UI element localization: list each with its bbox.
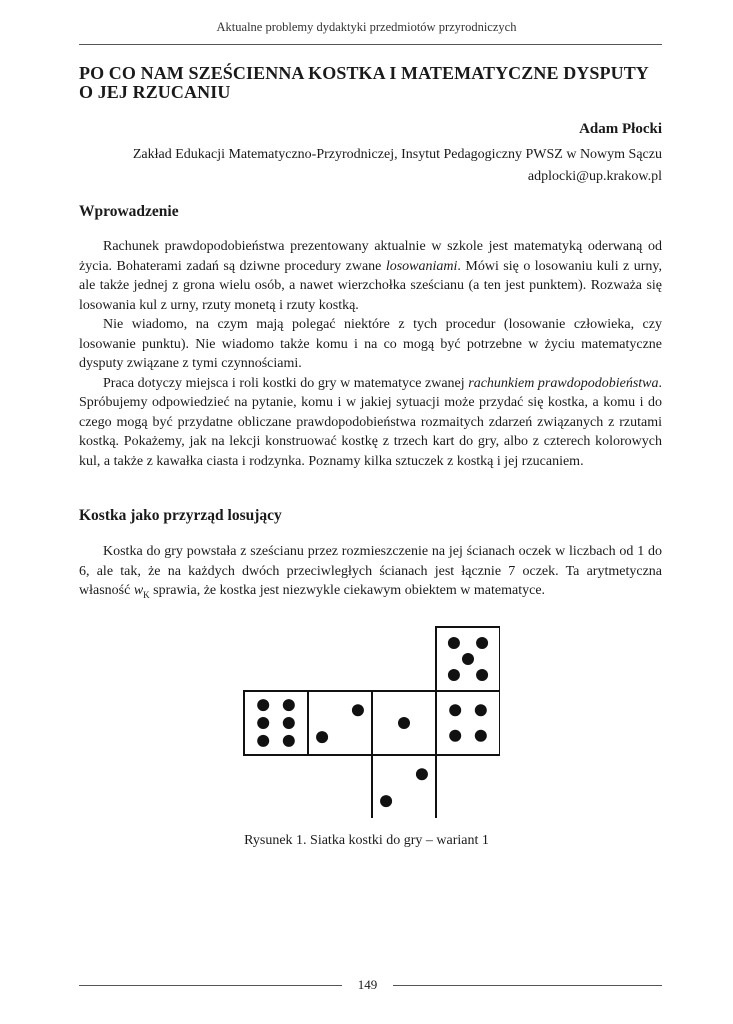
math-subscript: K (143, 589, 150, 600)
paragraph (79, 542, 662, 605)
dice-net (240, 625, 500, 818)
die-pip (475, 704, 487, 716)
section-heading-dice: Kostka jako przyrząd losujący (79, 507, 282, 524)
text-run: sprawia, że kostka jest niezwykle ciekawym obiektem w matematyce. (149, 583, 546, 598)
page-number: 149 (357, 977, 378, 992)
text-run: Kostka do gry powstała z sześcianu przez rozmieszczenie na jej ścianach oczek w liczbach od 1 do 6, ale tak, że na każdych dwóch przeciwległych ścianach jest łącznie 7 oczek. Ta arytmetyczna własność (79, 544, 662, 598)
emphasis: losowaniami (385, 258, 458, 274)
die-pip (283, 735, 295, 747)
dice-net-figure (240, 625, 500, 818)
article-title: PO CO NAM SZEŚCIENNA KOSTKA I MATEMATYCZNE DYSPUTY O JEJ RZUCANIU (79, 63, 649, 102)
die-pip (448, 669, 460, 681)
die-pip (416, 768, 428, 780)
die-face (372, 755, 436, 818)
die-pip (398, 717, 410, 729)
figure-caption: Rysunek 1. Siatka kostki do gry – wariant 1 (244, 833, 489, 848)
die-face (308, 691, 372, 755)
die-pip (257, 735, 269, 747)
die-face (244, 691, 308, 755)
die-pip (257, 699, 269, 711)
die-pip (380, 795, 392, 807)
die-pip (475, 730, 487, 742)
paragraph: Nie wiadomo, na czym mają polegać niektóre z tych procedur (losowanie człowieka, czy losowanie punktu). Nie wiadomo także komu i na co mogą być potrzebne w życiu matematyczne dysputy związane z tymi czynnościami. (79, 317, 662, 371)
footer-rule-left (79, 985, 342, 986)
die-pip (462, 653, 474, 665)
footer-rule-right (393, 985, 662, 986)
die-pip (283, 699, 295, 711)
dice-body (79, 542, 662, 605)
text-run: . Mówi się o losowaniu kuli z urny, ale także jednej z grona wielu osób, a nawet wierzchołka sześcianu (a ten jest punktem). Rozważa się losowania kul z urny, rzuty monetą i rzuty kostką. (79, 258, 662, 313)
paragraph (79, 374, 662, 472)
section-heading-intro: Wprowadzenie (79, 203, 179, 220)
paragraph (79, 237, 662, 315)
author-name: Adam Płocki (579, 121, 662, 137)
die-pip (283, 717, 295, 729)
emphasis: rachunkiem prawdopodobieństwa (468, 375, 659, 391)
running-head: Aktualne problemy dydaktyki przedmiotów przyrodniczych (216, 20, 517, 34)
die-pip (448, 637, 460, 649)
die-pip (449, 704, 461, 716)
die-pip (257, 717, 269, 729)
intro-body (79, 237, 662, 471)
die-pip (476, 637, 488, 649)
text-run: Rachunek prawdopodobieństwa prezentowany aktualnie w szkole jest matematyką oderwaną od życia. Bohaterami zadań są dziwne procedury zwane (79, 239, 662, 274)
header-rule (79, 44, 662, 45)
die-pip (449, 730, 461, 742)
die-pip (476, 669, 488, 681)
text-run: . Spróbujemy odpowiedzieć na pytanie, komu i w jakiej sytuacji może przydać się kostka, a komu i do czego mogą być przydatne obliczane prawdopodobieństwa rozmaitych zdarzeń związanych z rzutami kostką. Pokażemy, jak na lekcji konstruować kostkę z trzech kart do gry, albo z czterech kolorowych kul, a także z kawałka ciasta i rodzynka. Poznamy kilka sztuczek z kostką i jej rzucaniem. (79, 375, 662, 469)
die-pip (316, 731, 328, 743)
text-run: Praca dotyczy miejsca i roli kostki do gry w matematyce zwanej (103, 375, 469, 391)
author-email[interactable]: adplocki@up.krakow.pl (527, 169, 662, 184)
author-affiliation: Zakład Edukacji Matematyczno-Przyrodniczej, Insytut Pedagogiczny PWSZ w Nowym Sączu (132, 147, 662, 162)
die-face (436, 691, 500, 755)
die-pip (352, 704, 364, 716)
math-symbol: w (133, 583, 144, 598)
